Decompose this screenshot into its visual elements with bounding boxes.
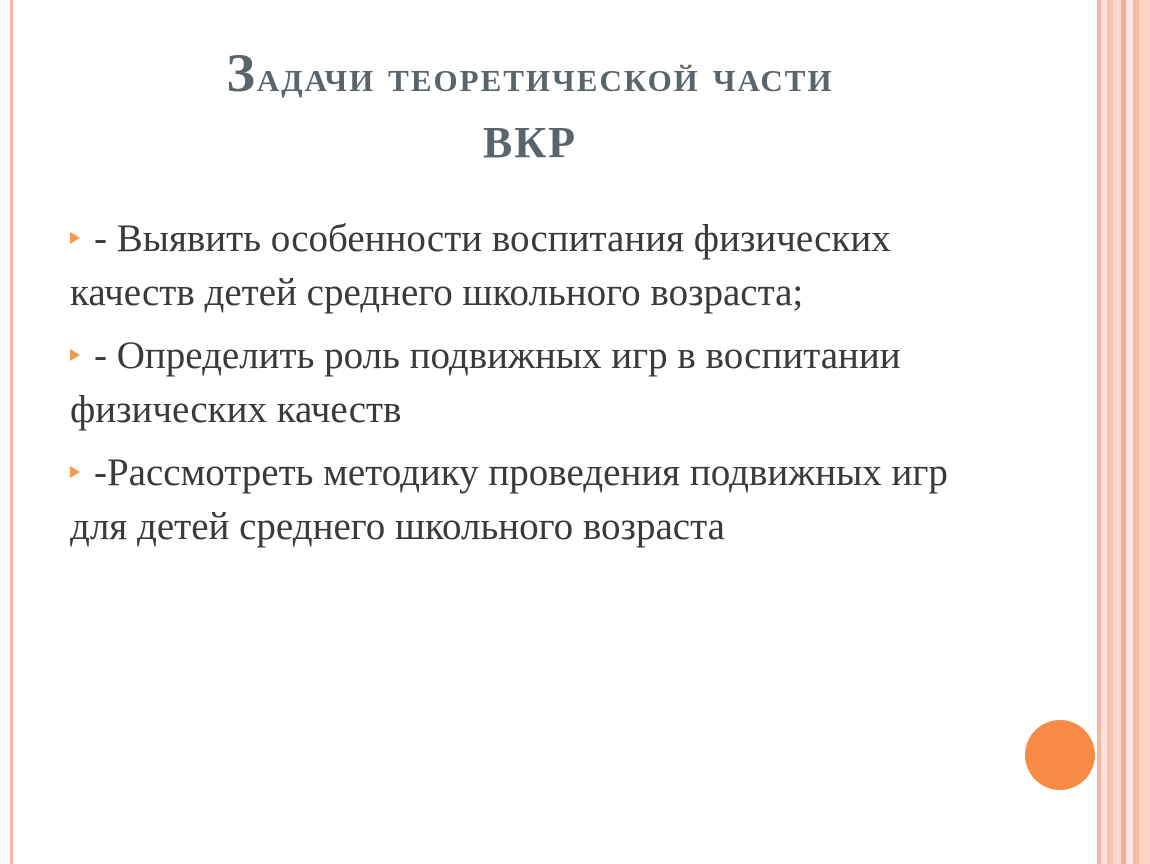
list-item-text: -Рассмотреть методику проведения подвижных игр для детей среднего школьного возраста bbox=[70, 451, 948, 548]
slide-title bbox=[60, 40, 1000, 176]
title-line-2: ВКР bbox=[482, 118, 578, 167]
left-frame-line bbox=[10, 0, 13, 864]
list-item bbox=[70, 329, 1000, 437]
list-item-text: - Определить роль подвижных игр в воспитании физических качеств bbox=[70, 334, 901, 431]
title-initial-letter: З bbox=[226, 43, 257, 103]
right-decor-stripe bbox=[1139, 0, 1150, 864]
arrow-bullet-icon bbox=[70, 349, 80, 361]
list-item-text: - Выявить особенности воспитания физических качеств детей среднего школьного возраста; bbox=[70, 217, 891, 314]
arrow-bullet-icon bbox=[70, 232, 80, 244]
bullet-list bbox=[70, 212, 1000, 563]
right-decor-stripe bbox=[1126, 0, 1133, 864]
arrow-bullet-icon bbox=[70, 466, 80, 478]
list-item bbox=[70, 212, 1000, 320]
orange-circle-decoration bbox=[1025, 720, 1095, 790]
title-line-1 bbox=[60, 40, 1000, 110]
right-decor-stripe bbox=[1113, 0, 1121, 864]
list-item bbox=[70, 446, 1000, 554]
title-line-1-text: адачи теоретической части bbox=[256, 52, 834, 101]
